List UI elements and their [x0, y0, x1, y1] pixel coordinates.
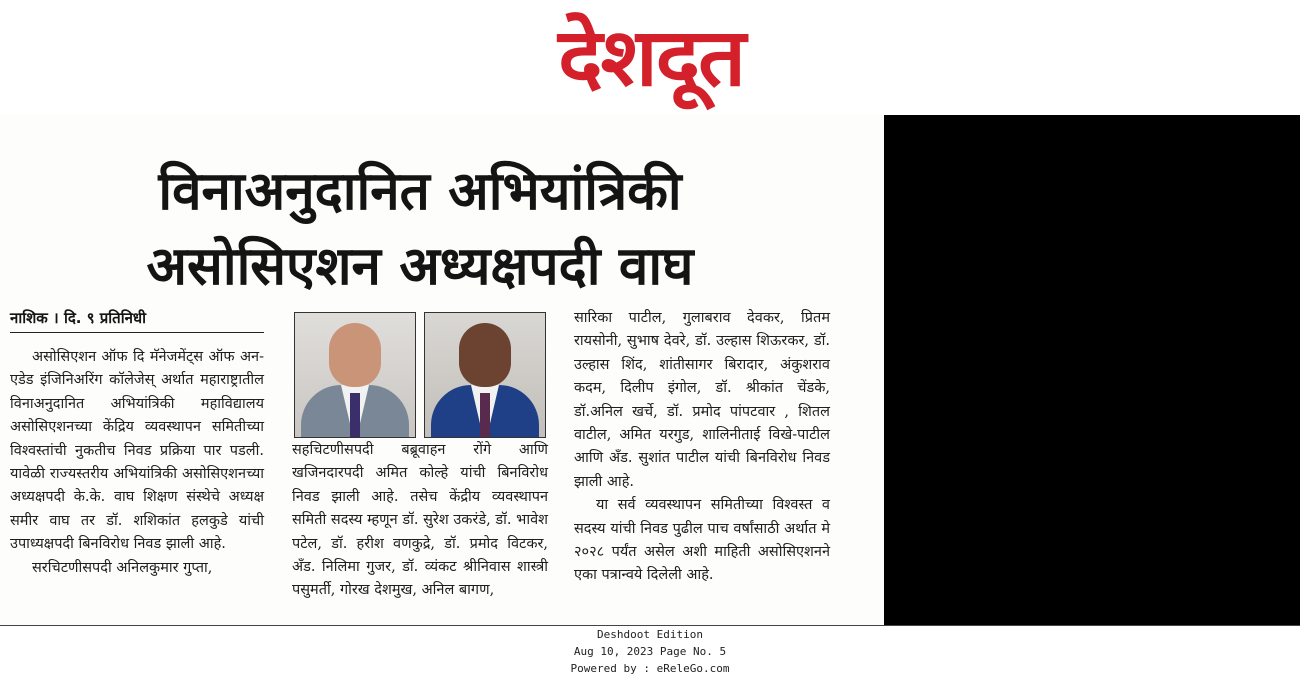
article-column-2 — [292, 439, 548, 603]
blank-panel — [884, 115, 1300, 625]
column-1-paragraph-2: सरचिटणीसपदी अनिलकुमार गुप्ता, — [32, 559, 213, 576]
dateline: नाशिक । दि. ९ प्रतिनिधी — [10, 308, 264, 333]
portrait-photo-left — [294, 312, 416, 438]
newspaper-clipping — [0, 115, 884, 625]
column-1-paragraph-1: असोसिएशन ऑफ दि मॅनेजमेंट्स ऑफ अन-एडेड इंजिनिअरिंग कॉलेजेस् अर्थात महाराष्ट्रातील विनाअनुदानित अभियांत्रिकी महाविद्यालय असोसिएशनच्या केंद्रिय व्यवस्थापन समितीच्या विश्वस्तांची नुकतीच निवड प्रक्रिया पार पडली. यावेळी राज्यस्तरीय अभियांत्रिकी असोसिएशनच्या अध्यक्षपदी के.के. वाघ शिक्षण संस्थेचे अध्यक्ष समीर वाघ तर डॉ. शशिकांत हलकुडे यांची उपाध्यक्षपदी बिनविरोध निवड झाली आहे. — [10, 349, 264, 553]
article-column-1 — [10, 346, 264, 580]
photo-figure-head — [459, 323, 511, 387]
footer — [0, 625, 1300, 679]
footer-powered-by[interactable]: Powered by : eReleGo.com — [570, 662, 730, 675]
portrait-photo-right — [424, 312, 546, 438]
footer-date-page: Aug 10, 2023 Page No. 5 — [573, 645, 727, 658]
photo-figure-head — [329, 323, 381, 387]
column-3-paragraph-2: या सर्व व्यवस्थापन समितीच्या विश्वस्त व सदस्य यांची निवड पुढील पाच वर्षांसाठी अर्थात मे २०२८ पर्यंत असेल अशी माहिती असोसिएशनने एका पत्रान्वये दिलेली आहे. — [574, 497, 830, 584]
photo-figure-tie — [480, 393, 490, 437]
headline-line-2: असोसिएशन अध्यक्षपदी वाघ — [146, 235, 694, 297]
masthead — [0, 0, 1300, 115]
headline-line-1: विनाअनुदानित अभियांत्रिकी — [158, 160, 682, 222]
photo-figure-tie — [350, 393, 360, 437]
article-column-3 — [574, 307, 830, 588]
column-2-paragraph-1: सहचिटणीसपदी बब्रूवाहन रोंगे आणि खजिनदारपदी अमित कोल्हे यांची बिनविरोध निवड झाली आहे. तसेच केंद्रीय व्यवस्थापन समिती सदस्य म्हणून डॉ. सुरेश उकरंडे, डॉ. भावेश पटेल, डॉ. हरीश वणकुद्रे, डॉ. प्रमोद विटकर, अँड. निलिमा गुजर, डॉ. व्यंकट श्रीनिवास शास्त्री पसुमर्ती, गोरख देशमुख, अनिल बागण, — [292, 442, 548, 599]
footer-edition: Deshdoot Edition — [597, 628, 703, 641]
deshdoot-logo[interactable]: देशदूत — [558, 10, 744, 104]
column-3-paragraph-1: सारिका पाटील, गुलाबराव देवकर, प्रितम रायसोनी, सुभाष देवरे, डॉ. उल्हास शिऊरकर, डॉ. उल्हास शिंद, शांतीसागर बिरादार, अंकुशराव कदम, दिलीप इंगोल, डॉ. श्रीकांत चेंडके, डॉ.अनिल खर्चे, डॉ. प्रमोद पांपटवार , शितल वाटील, अमित यरगुड, शालिनीताई विखे-पाटील आणि अँड. सुशांत पाटील यांची बिनविरोध निवड झाली आहे. — [574, 310, 830, 490]
